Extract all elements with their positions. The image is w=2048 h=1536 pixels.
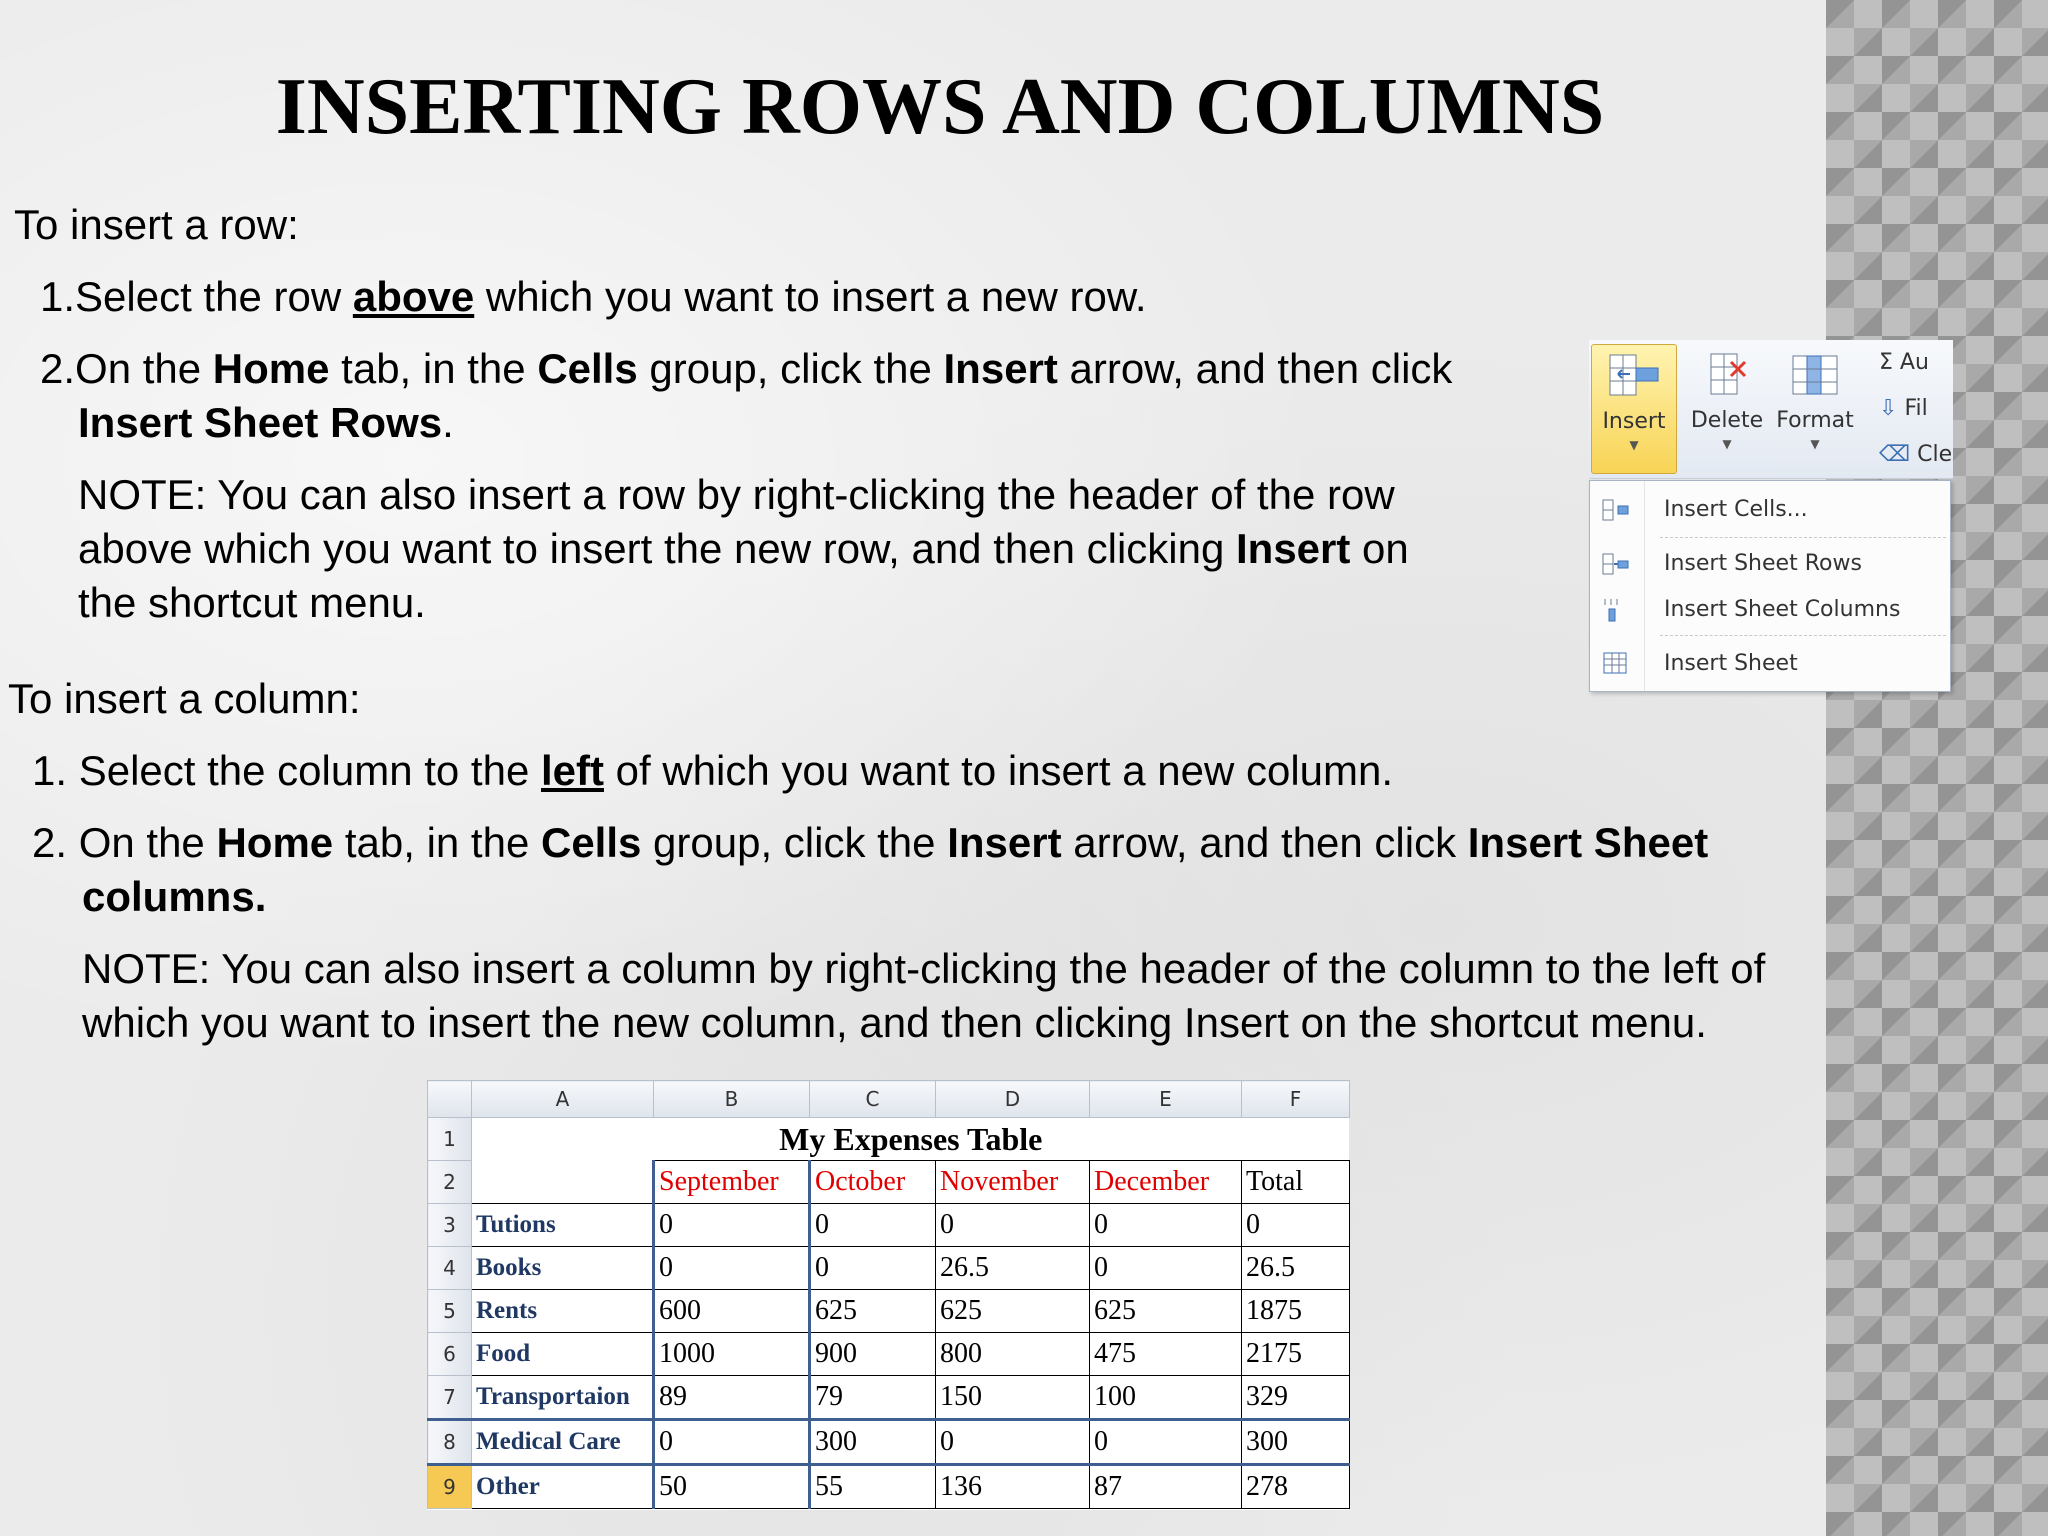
format-cells-icon xyxy=(1789,350,1841,400)
row-header[interactable]: 1 xyxy=(428,1118,472,1161)
column-header[interactable]: B xyxy=(654,1081,810,1118)
column-step-2-cont: columns. xyxy=(82,873,267,920)
autosum-button[interactable]: Σ Au xyxy=(1879,350,1929,375)
table-row xyxy=(428,1247,1350,1290)
value-cell[interactable]: 89 xyxy=(654,1376,810,1420)
table-row xyxy=(428,1290,1350,1333)
row-note: NOTE: You can also insert a row by right-clicking the header of the row above which you want to insert the new row, and then clicking Insert on the shortcut menu. xyxy=(78,471,1409,626)
value-cell[interactable]: 0 xyxy=(810,1204,936,1247)
table-row xyxy=(428,1161,1350,1204)
value-cell[interactable]: 0 xyxy=(810,1247,936,1290)
row-label-cell[interactable]: Transportaion xyxy=(472,1376,654,1420)
value-cell[interactable]: 0 xyxy=(936,1204,1090,1247)
value-cell[interactable]: 300 xyxy=(1242,1420,1350,1465)
ribbon-cells-group xyxy=(1589,340,1953,479)
row-label-cell[interactable]: Tutions xyxy=(472,1204,654,1247)
insert-rows-icon xyxy=(1602,551,1630,577)
value-cell[interactable]: 0 xyxy=(1242,1204,1350,1247)
row-header[interactable]: 7 xyxy=(428,1376,472,1420)
menu-item-insert-sheet-columns[interactable]: Insert Sheet Columns xyxy=(1590,585,1950,635)
table-row xyxy=(428,1118,1350,1161)
row-header[interactable]: 3 xyxy=(428,1204,472,1247)
value-cell[interactable]: 329 xyxy=(1242,1376,1350,1420)
table-title-cell[interactable]: My Expenses Table xyxy=(779,1120,1043,1157)
row-header[interactable]: 5 xyxy=(428,1290,472,1333)
month-header-cell[interactable]: November xyxy=(936,1161,1090,1204)
fill-down-icon: ⇩ xyxy=(1879,396,1898,421)
column-step-2: 2. On the Home tab, in the Cells group, click the Insert arrow, and then click Insert Sheet xyxy=(32,819,1709,866)
row-section-heading: To insert a row: xyxy=(14,201,299,248)
insert-dropdown-menu xyxy=(1589,480,1951,692)
eraser-icon: ⌫ xyxy=(1879,442,1911,467)
table-row xyxy=(428,1420,1350,1465)
value-cell[interactable]: 278 xyxy=(1242,1465,1350,1509)
value-cell[interactable]: 0 xyxy=(1090,1204,1242,1247)
table-row xyxy=(428,1376,1350,1420)
row-label-cell[interactable]: Food xyxy=(472,1333,654,1376)
spreadsheet-grid xyxy=(427,1080,1350,1509)
page-title: INSERTING ROWS AND COLUMNS xyxy=(275,63,1605,151)
month-header-cell[interactable]: September xyxy=(654,1161,810,1204)
row-label-cell[interactable]: Other xyxy=(472,1465,654,1509)
column-header[interactable]: A xyxy=(472,1081,654,1118)
value-cell[interactable]: 800 xyxy=(936,1333,1090,1376)
menu-item-insert-cells[interactable]: Insert Cells... xyxy=(1590,485,1950,535)
delete-cells-icon xyxy=(1701,350,1753,400)
menu-item-insert-sheet-rows[interactable]: Insert Sheet Rows xyxy=(1590,539,1950,589)
fill-button[interactable]: ⇩ Fil xyxy=(1879,396,1928,421)
select-all-corner[interactable] xyxy=(428,1081,472,1118)
value-cell[interactable]: 26.5 xyxy=(1242,1247,1350,1290)
table-row xyxy=(428,1465,1350,1509)
clear-button[interactable]: ⌫ Cle xyxy=(1879,442,1953,467)
row-header[interactable]: 6 xyxy=(428,1333,472,1376)
value-cell[interactable]: 600 xyxy=(654,1290,810,1333)
column-header-row xyxy=(428,1081,1350,1118)
menu-separator xyxy=(1660,537,1946,538)
value-cell[interactable]: 625 xyxy=(810,1290,936,1333)
row-label-cell[interactable]: Books xyxy=(472,1247,654,1290)
column-note: NOTE: You can also insert a column by right-clicking the header of the column to the left of which you want to insert the new column, and then clicking Insert on the shortcut menu. xyxy=(82,945,1766,1046)
value-cell[interactable]: 55 xyxy=(810,1465,936,1509)
row-step-2-cont: Insert Sheet Rows. xyxy=(78,399,454,446)
decorative-side-strip xyxy=(1826,0,2048,1536)
value-cell[interactable]: 0 xyxy=(1090,1247,1242,1290)
row-header[interactable]: 8 xyxy=(428,1420,472,1465)
value-cell[interactable]: 50 xyxy=(654,1465,810,1509)
value-cell[interactable]: 87 xyxy=(1090,1465,1242,1509)
value-cell[interactable]: 625 xyxy=(936,1290,1090,1333)
column-header[interactable]: F xyxy=(1242,1081,1350,1118)
row-label-cell[interactable]: Rents xyxy=(472,1290,654,1333)
row-header[interactable]: 4 xyxy=(428,1247,472,1290)
column-header[interactable]: E xyxy=(1090,1081,1242,1118)
insert-cells-small-icon xyxy=(1602,497,1630,523)
column-section-heading: To insert a column: xyxy=(8,675,361,722)
value-cell[interactable]: 136 xyxy=(936,1465,1090,1509)
value-cell[interactable]: 1875 xyxy=(1242,1290,1350,1333)
editing-group-partial xyxy=(1879,340,1953,478)
column-header[interactable]: D xyxy=(936,1081,1090,1118)
value-cell[interactable]: 0 xyxy=(654,1204,810,1247)
month-header-cell[interactable]: October xyxy=(810,1161,936,1204)
chevron-down-icon: ▼ xyxy=(1722,437,1732,451)
value-cell[interactable]: 300 xyxy=(810,1420,936,1465)
row-header[interactable]: 2 xyxy=(428,1161,472,1204)
chevron-down-icon: ▼ xyxy=(1629,438,1639,452)
chevron-down-icon: ▼ xyxy=(1810,437,1820,451)
format-button[interactable]: Format ▼ xyxy=(1773,344,1857,472)
row-step-2: 2.On the Home tab, in the Cells group, click the Insert arrow, and then click xyxy=(40,345,1453,392)
value-cell[interactable]: 100 xyxy=(1090,1376,1242,1420)
insert-button[interactable]: Insert ▼ xyxy=(1591,344,1677,474)
value-cell[interactable]: 1000 xyxy=(654,1333,810,1376)
total-header-cell[interactable]: Total xyxy=(1242,1161,1350,1204)
menu-item-insert-sheet[interactable]: Insert Sheet xyxy=(1590,639,1950,689)
value-cell[interactable]: 900 xyxy=(810,1333,936,1376)
insert-cells-icon xyxy=(1608,351,1660,401)
column-step-1: 1. Select the column to the left of which you want to insert a new column. xyxy=(32,747,1394,794)
value-cell[interactable]: 79 xyxy=(810,1376,936,1420)
data-rows xyxy=(428,1204,1350,1509)
value-cell[interactable]: 2175 xyxy=(1242,1333,1350,1376)
row-step-1: 1.Select the row above which you want to insert a new row. xyxy=(40,273,1147,320)
row-header[interactable]: 9 xyxy=(428,1465,472,1509)
column-header[interactable]: C xyxy=(810,1081,936,1118)
expenses-spreadsheet xyxy=(427,1080,1349,1510)
value-cell[interactable]: 0 xyxy=(1090,1420,1242,1465)
cell[interactable] xyxy=(472,1161,654,1204)
delete-button[interactable]: Delete ▼ xyxy=(1685,344,1769,472)
insert-columns-icon xyxy=(1602,597,1630,623)
month-header-cell[interactable]: December xyxy=(1090,1161,1242,1204)
table-row xyxy=(428,1204,1350,1247)
value-cell[interactable]: 0 xyxy=(654,1420,810,1465)
value-cell[interactable]: 0 xyxy=(654,1247,810,1290)
value-cell[interactable]: 150 xyxy=(936,1376,1090,1420)
value-cell[interactable]: 475 xyxy=(1090,1333,1242,1376)
value-cell[interactable]: 26.5 xyxy=(936,1247,1090,1290)
table-row xyxy=(428,1333,1350,1376)
menu-separator xyxy=(1660,635,1946,636)
value-cell[interactable]: 625 xyxy=(1090,1290,1242,1333)
value-cell[interactable]: 0 xyxy=(936,1420,1090,1465)
insert-sheet-icon xyxy=(1602,651,1630,677)
row-label-cell[interactable]: Medical Care xyxy=(472,1420,654,1465)
